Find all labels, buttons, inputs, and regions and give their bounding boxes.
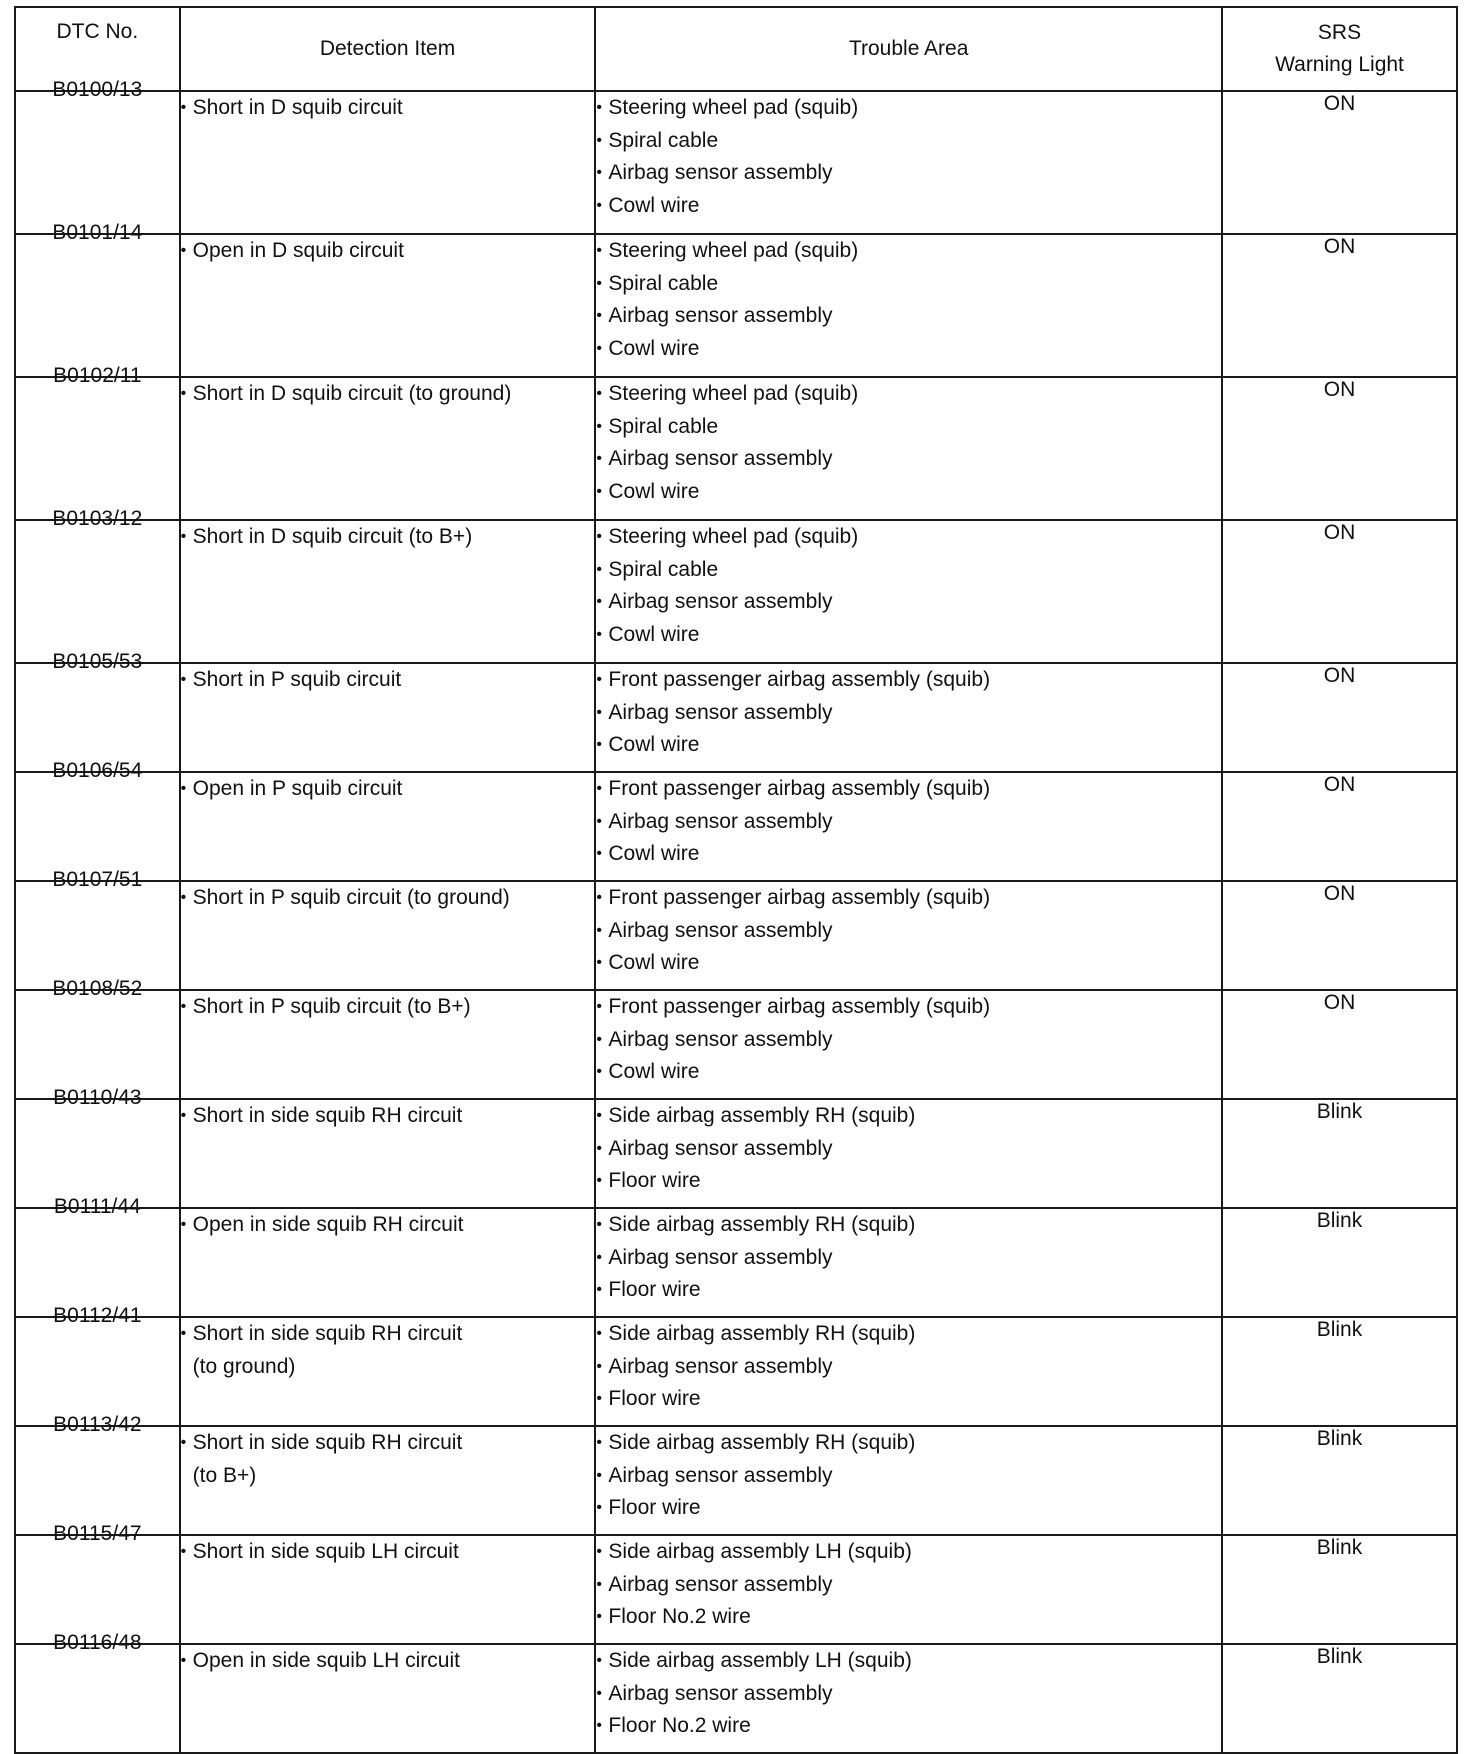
detection-item-cell xyxy=(180,663,596,772)
detection-item-text: • Open in P squib circuit xyxy=(181,773,595,806)
detection-item-cell xyxy=(180,1535,596,1644)
trouble-area-item: • Steering wheel pad (squib) xyxy=(596,378,1221,411)
dtc-number-cell xyxy=(15,759,180,881)
srs-warning-light-status: ON xyxy=(1222,881,1457,990)
detection-item-cell xyxy=(180,377,596,520)
srs-warning-light-status: ON xyxy=(1222,772,1457,881)
trouble-area-item: • Spiral cable xyxy=(596,411,1221,444)
dtc-number: B0112/41 xyxy=(53,1304,142,1327)
dtc-number-cell xyxy=(15,1195,180,1317)
srs-warning-light-status: ON xyxy=(1222,377,1457,520)
detection-item-cell xyxy=(180,881,596,990)
trouble-area-item: • Airbag sensor assembly xyxy=(596,1024,1221,1057)
trouble-area-item: • Spiral cable xyxy=(596,554,1221,587)
detection-item-text: • Open in side squib RH circuit xyxy=(181,1209,595,1242)
trouble-area-item: • Side airbag assembly RH (squib) xyxy=(596,1318,1221,1351)
trouble-area-item: • Front passenger airbag assembly (squib) xyxy=(596,773,1221,806)
table-row xyxy=(15,234,1457,377)
detection-item-cell xyxy=(180,520,596,663)
trouble-area-item: • Airbag sensor assembly xyxy=(596,1242,1221,1275)
trouble-area-item: • Side airbag assembly RH (squib) xyxy=(596,1209,1221,1242)
trouble-area-item: • Side airbag assembly LH (squib) xyxy=(596,1645,1221,1678)
dtc-number-cell xyxy=(15,1086,180,1208)
table-row xyxy=(15,520,1457,663)
table-row xyxy=(15,91,1457,234)
dtc-number-cell xyxy=(15,78,180,234)
srs-warning-light-status: Blink xyxy=(1222,1644,1457,1753)
trouble-area-cell xyxy=(595,1208,1222,1317)
header-srs-line1: SRS xyxy=(1317,21,1362,44)
table-row xyxy=(15,772,1457,881)
table-row xyxy=(15,1426,1457,1535)
trouble-area-cell xyxy=(595,1535,1222,1644)
detection-item-cell xyxy=(180,1644,596,1753)
dtc-number-cell xyxy=(15,1522,180,1644)
detection-item-text: • Short in side squib RH circuit xyxy=(181,1318,595,1351)
header-dtc-no: DTC No. xyxy=(15,7,180,91)
trouble-area-item: • Spiral cable xyxy=(596,125,1221,158)
dtc-number-cell xyxy=(15,650,180,772)
trouble-area-cell xyxy=(595,663,1222,772)
trouble-area-cell xyxy=(595,1644,1222,1753)
trouble-area-item: • Floor No.2 wire xyxy=(596,1710,1221,1743)
trouble-area-item: • Airbag sensor assembly xyxy=(596,586,1221,619)
trouble-area-cell xyxy=(595,772,1222,881)
detection-item-cell xyxy=(180,990,596,1099)
detection-item-text: (to ground) xyxy=(192,1354,296,1378)
trouble-area-item: • Cowl wire xyxy=(596,729,1221,762)
trouble-area-item: • Side airbag assembly RH (squib) xyxy=(596,1100,1221,1133)
dtc-number: B0110/43 xyxy=(53,1086,142,1109)
srs-warning-light-status: ON xyxy=(1222,91,1457,234)
trouble-area-item: • Airbag sensor assembly xyxy=(596,806,1221,839)
detection-item-cell xyxy=(180,1317,596,1426)
dtc-number: B0107/51 xyxy=(52,868,143,891)
table-row xyxy=(15,1099,1457,1208)
table-header-row xyxy=(15,7,1457,91)
trouble-area-item: • Cowl wire xyxy=(596,190,1221,223)
dtc-number-cell xyxy=(15,977,180,1099)
dtc-number: B0116/48 xyxy=(53,1631,142,1654)
detection-item-text: • Open in side squib LH circuit xyxy=(181,1645,595,1678)
detection-item-text: • Short in side squib LH circuit xyxy=(181,1536,595,1569)
dtc-number: B0115/47 xyxy=(53,1522,142,1545)
srs-warning-light-status: Blink xyxy=(1222,1099,1457,1208)
dtc-number-cell xyxy=(15,868,180,990)
trouble-area-cell xyxy=(595,881,1222,990)
trouble-area-item: • Front passenger airbag assembly (squib) xyxy=(596,882,1221,915)
trouble-area-item: • Floor No.2 wire xyxy=(596,1601,1221,1634)
dtc-number-cell xyxy=(15,221,180,377)
dtc-number: B0106/54 xyxy=(52,759,143,782)
trouble-area-item: • Steering wheel pad (squib) xyxy=(596,235,1221,268)
trouble-area-cell xyxy=(595,990,1222,1099)
trouble-area-item: • Airbag sensor assembly xyxy=(596,1569,1221,1602)
trouble-area-item: • Steering wheel pad (squib) xyxy=(596,521,1221,554)
dtc-number: B0103/12 xyxy=(52,507,143,530)
table-row xyxy=(15,377,1457,520)
detection-item-text: • Short in side squib RH circuit xyxy=(181,1427,595,1460)
detection-item-text: (to B+) xyxy=(192,1463,257,1487)
srs-warning-light-status: Blink xyxy=(1222,1535,1457,1644)
trouble-area-item: • Side airbag assembly LH (squib) xyxy=(596,1536,1221,1569)
dtc-number-cell xyxy=(15,1413,180,1535)
dtc-number-cell xyxy=(15,1631,180,1753)
srs-warning-light-status: Blink xyxy=(1222,1426,1457,1535)
trouble-area-item: • Airbag sensor assembly xyxy=(596,1351,1221,1384)
trouble-area-item: • Airbag sensor assembly xyxy=(596,300,1221,333)
trouble-area-item: • Airbag sensor assembly xyxy=(596,697,1221,730)
detection-item-cell xyxy=(180,234,596,377)
trouble-area-item: • Cowl wire xyxy=(596,476,1221,509)
srs-warning-light-status: ON xyxy=(1222,663,1457,772)
srs-warning-light-status: Blink xyxy=(1222,1317,1457,1426)
detection-item-text: • Open in D squib circuit xyxy=(181,235,595,268)
table-row xyxy=(15,1208,1457,1317)
table-row xyxy=(15,1535,1457,1644)
dtc-number-cell xyxy=(15,364,180,520)
trouble-area-item: • Floor wire xyxy=(596,1274,1221,1307)
detection-item-text: • Short in P squib circuit (to ground) xyxy=(181,882,595,915)
trouble-area-item: • Floor wire xyxy=(596,1383,1221,1416)
table-row xyxy=(15,1644,1457,1753)
table-row xyxy=(15,663,1457,772)
dtc-number: B0100/13 xyxy=(52,78,143,101)
trouble-area-item: • Airbag sensor assembly xyxy=(596,157,1221,190)
detection-item-text: • Short in P squib circuit (to B+) xyxy=(181,991,595,1024)
trouble-area-item: • Cowl wire xyxy=(596,333,1221,366)
dtc-number: B0113/42 xyxy=(53,1413,142,1436)
trouble-area-item: • Cowl wire xyxy=(596,619,1221,652)
trouble-area-item: • Airbag sensor assembly xyxy=(596,1133,1221,1166)
dtc-number-cell xyxy=(15,1304,180,1426)
table-row xyxy=(15,1317,1457,1426)
header-trouble-area: Trouble Area xyxy=(595,7,1222,91)
trouble-area-cell xyxy=(595,234,1222,377)
trouble-area-item: • Floor wire xyxy=(596,1492,1221,1525)
dtc-number: B0101/14 xyxy=(52,221,143,244)
detection-item-text: • Short in D squib circuit (to ground) xyxy=(181,378,595,411)
trouble-area-item: • Airbag sensor assembly xyxy=(596,1460,1221,1493)
dtc-number: B0105/53 xyxy=(52,650,143,673)
trouble-area-item: • Side airbag assembly RH (squib) xyxy=(596,1427,1221,1460)
detection-item-text: • Short in P squib circuit xyxy=(181,664,595,697)
srs-warning-light-status: ON xyxy=(1222,234,1457,377)
srs-warning-light-status: ON xyxy=(1222,520,1457,663)
trouble-area-cell xyxy=(595,520,1222,663)
trouble-area-cell xyxy=(595,1426,1222,1535)
trouble-area-item: • Cowl wire xyxy=(596,838,1221,871)
dtc-table xyxy=(14,6,1458,1754)
detection-item-cell xyxy=(180,1208,596,1317)
trouble-area-item: • Spiral cable xyxy=(596,268,1221,301)
dtc-number: B0108/52 xyxy=(52,977,143,1000)
detection-item-text: • Short in side squib RH circuit xyxy=(181,1100,595,1133)
trouble-area-cell xyxy=(595,1099,1222,1208)
detection-item-text: • Short in D squib circuit xyxy=(181,92,595,125)
header-detection-item: Detection Item xyxy=(180,7,596,91)
dtc-number: B0102/11 xyxy=(53,364,142,387)
trouble-area-item: • Airbag sensor assembly xyxy=(596,915,1221,948)
trouble-area-cell xyxy=(595,377,1222,520)
trouble-area-item: • Front passenger airbag assembly (squib) xyxy=(596,664,1221,697)
trouble-area-item: • Cowl wire xyxy=(596,947,1221,980)
table-row xyxy=(15,881,1457,990)
table-row xyxy=(15,990,1457,1099)
detection-item-cell xyxy=(180,1426,596,1535)
detection-item-cell xyxy=(180,91,596,234)
detection-item-cell xyxy=(180,1099,596,1208)
table-body xyxy=(15,78,1457,1753)
dtc-number: B0111/44 xyxy=(53,1195,141,1218)
trouble-area-item: • Airbag sensor assembly xyxy=(596,443,1221,476)
trouble-area-cell xyxy=(595,91,1222,234)
srs-warning-light-status: ON xyxy=(1222,990,1457,1099)
dtc-number-cell xyxy=(15,507,180,663)
trouble-area-item: • Airbag sensor assembly xyxy=(596,1678,1221,1711)
trouble-area-cell xyxy=(595,1317,1222,1426)
trouble-area-item: • Cowl wire xyxy=(596,1056,1221,1089)
header-srs-warning-light xyxy=(1222,7,1457,91)
trouble-area-item: • Front passenger airbag assembly (squib) xyxy=(596,991,1221,1024)
srs-warning-light-status: Blink xyxy=(1222,1208,1457,1317)
header-srs-line2: Warning Light xyxy=(1275,53,1404,76)
detection-item-cell xyxy=(180,772,596,881)
trouble-area-item: • Floor wire xyxy=(596,1165,1221,1198)
trouble-area-item: • Steering wheel pad (squib) xyxy=(596,92,1221,125)
detection-item-text: • Short in D squib circuit (to B+) xyxy=(181,521,595,554)
